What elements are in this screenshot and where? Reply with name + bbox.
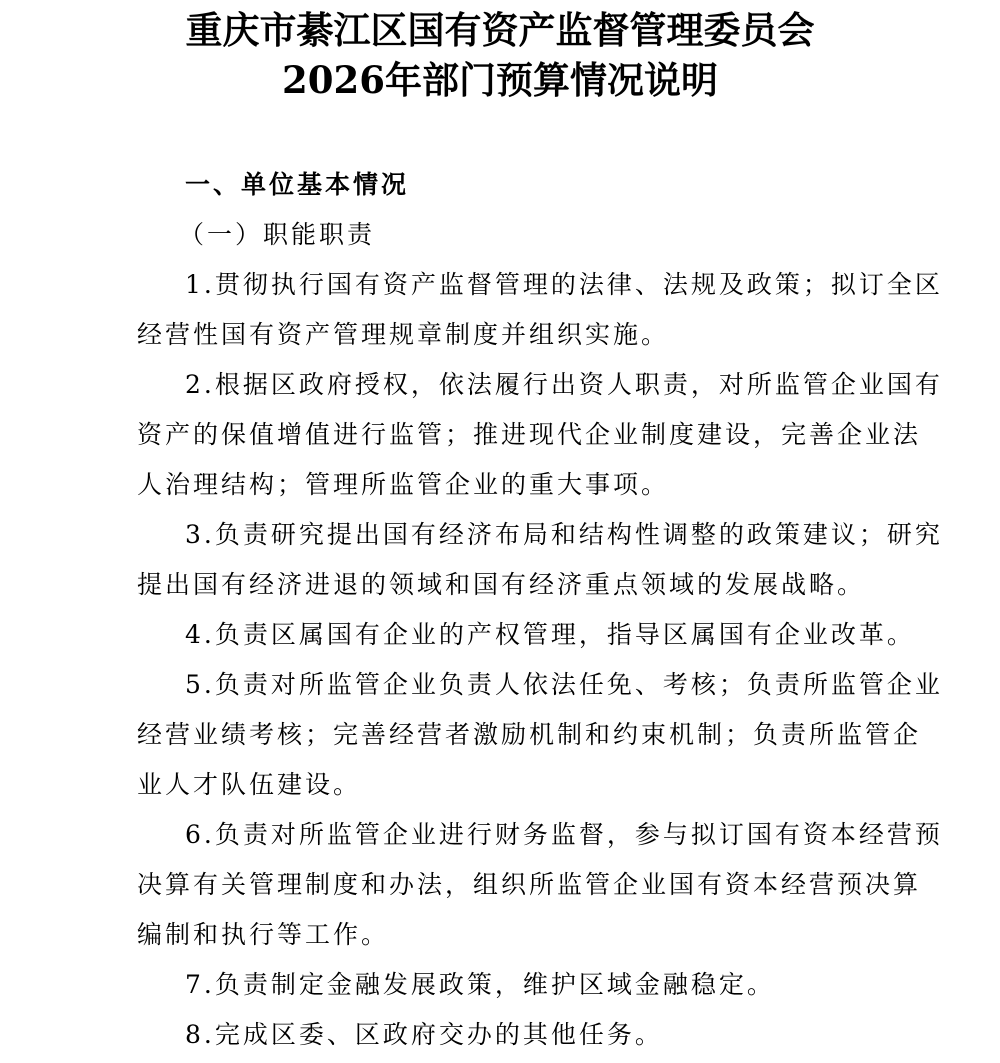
paragraph-line: 7.负责制定金融发展政策，维护区域金融稳定。 <box>185 970 775 999</box>
paragraph-line: 经营业绩考核；完善经营者激励机制和约束机制；负责所监管企 <box>137 720 922 749</box>
paragraph <box>137 360 943 510</box>
paragraph <box>137 1010 877 1060</box>
paragraph-line: 4.负责区属国有企业的产权管理，指导区属国有企业改革。 <box>185 620 915 649</box>
paragraph-line: 资产的保值增值进行监管；推进现代企业制度建设，完善企业法 <box>137 420 922 449</box>
paragraph <box>137 260 943 360</box>
section-heading: 一、单位基本情况 <box>185 170 410 199</box>
paragraph-line: 2.根据区政府授权，依法履行出资人职责，对所监管企业国有 <box>185 370 943 399</box>
paragraph-line: 业人才队伍建设。 <box>137 770 362 799</box>
paragraph <box>137 660 943 810</box>
paragraph-line: 编制和执行等工作。 <box>137 920 390 949</box>
document-body <box>137 160 943 1060</box>
paragraph-line: 决算有关管理制度和办法，组织所监管企业国有资本经营预决算 <box>137 870 922 899</box>
document-title-line1: 重庆市綦江区国有资产监督管理委员会 <box>185 8 815 52</box>
paragraph <box>137 610 915 660</box>
paragraph-line: 人治理结构；管理所监管企业的重大事项。 <box>137 470 670 499</box>
document-title-line2: 2026年部门预算情况说明 <box>282 58 718 102</box>
paragraph-line: 提出国有经济进退的领域和国有经济重点领域的发展战略。 <box>137 570 866 599</box>
paragraph-line: 8.完成区委、区政府交办的其他任务。 <box>185 1020 663 1049</box>
paragraph-line: 5.负责对所监管企业负责人依法任免、考核；负责所监管企业 <box>185 670 943 699</box>
paragraph-line: 3.负责研究提出国有经济布局和结构性调整的政策建议；研究 <box>185 520 943 549</box>
paragraph-line: 经营性国有资产管理规章制度并组织实施。 <box>137 320 670 349</box>
paragraph <box>137 960 877 1010</box>
paragraph <box>137 810 943 960</box>
paragraph-line: 1.贯彻执行国有资产监督管理的法律、法规及政策；拟订全区 <box>185 270 943 299</box>
subsection-heading: （一）职能职责 <box>179 220 376 249</box>
paragraph <box>137 510 943 610</box>
paragraph-line: 6.负责对所监管企业进行财务监督，参与拟订国有资本经营预 <box>185 820 943 849</box>
